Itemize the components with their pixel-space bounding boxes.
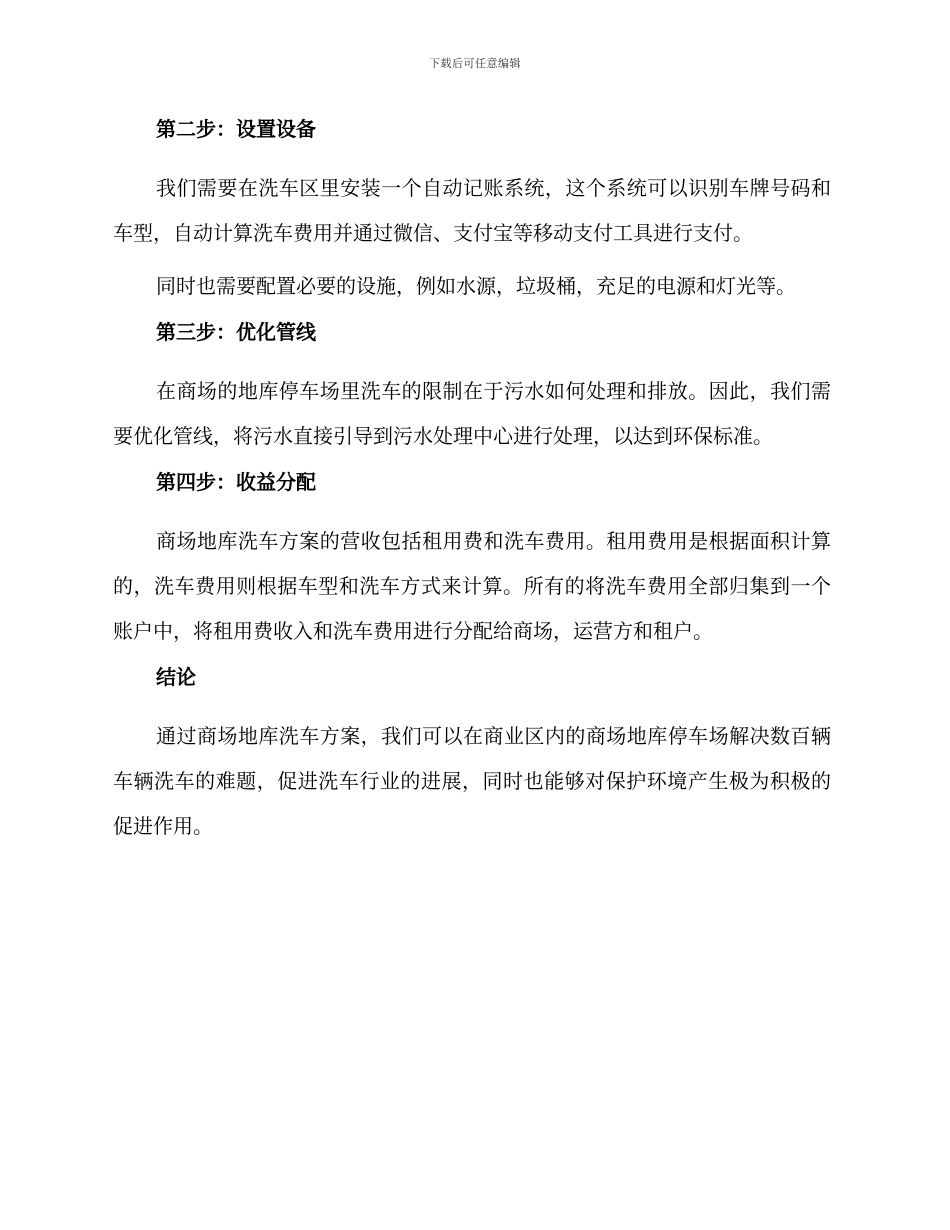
document-body	[113, 114, 831, 857]
paragraph: 在商场的地库停车场里洗车的限制在于污水如何处理和排放。因此，我们需要优化管线，将污水直接引导到污水处理中心进行处理，以达到环保标准。	[113, 379, 831, 448]
section-heading-step3: 第三步：优化管线	[156, 320, 316, 344]
paragraph: 同时也需要配置必要的设施，例如水源，垃圾桶，充足的电源和灯光等。	[156, 274, 796, 298]
header-note: 下载后可任意编辑	[429, 57, 521, 70]
section-heading-step4: 第四步：收益分配	[156, 470, 316, 494]
section-heading-step2: 第二步：设置设备	[156, 117, 316, 141]
section-heading-conclusion: 结论	[156, 665, 196, 689]
paragraph: 商场地库洗车方案的营收包括租用费和洗车费用。租用费用是根据面积计算的，洗车费用则根据车型和洗车方式来计算。所有的将洗车费用全部归集到一个账户中，将租用费收入和洗车费用进行分配给商场，运营方和租户。	[113, 529, 831, 643]
paragraph: 我们需要在洗车区里安装一个自动记账系统，这个系统可以识别车牌号码和车型，自动计算洗车费用并通过微信、支付宝等移动支付工具进行支付。	[113, 176, 831, 245]
paragraph: 通过商场地库洗车方案，我们可以在商业区内的商场地库停车场解决数百辆车辆洗车的难题，促进洗车行业的进展，同时也能够对保护环境产生极为积极的促进作用。	[113, 724, 831, 838]
